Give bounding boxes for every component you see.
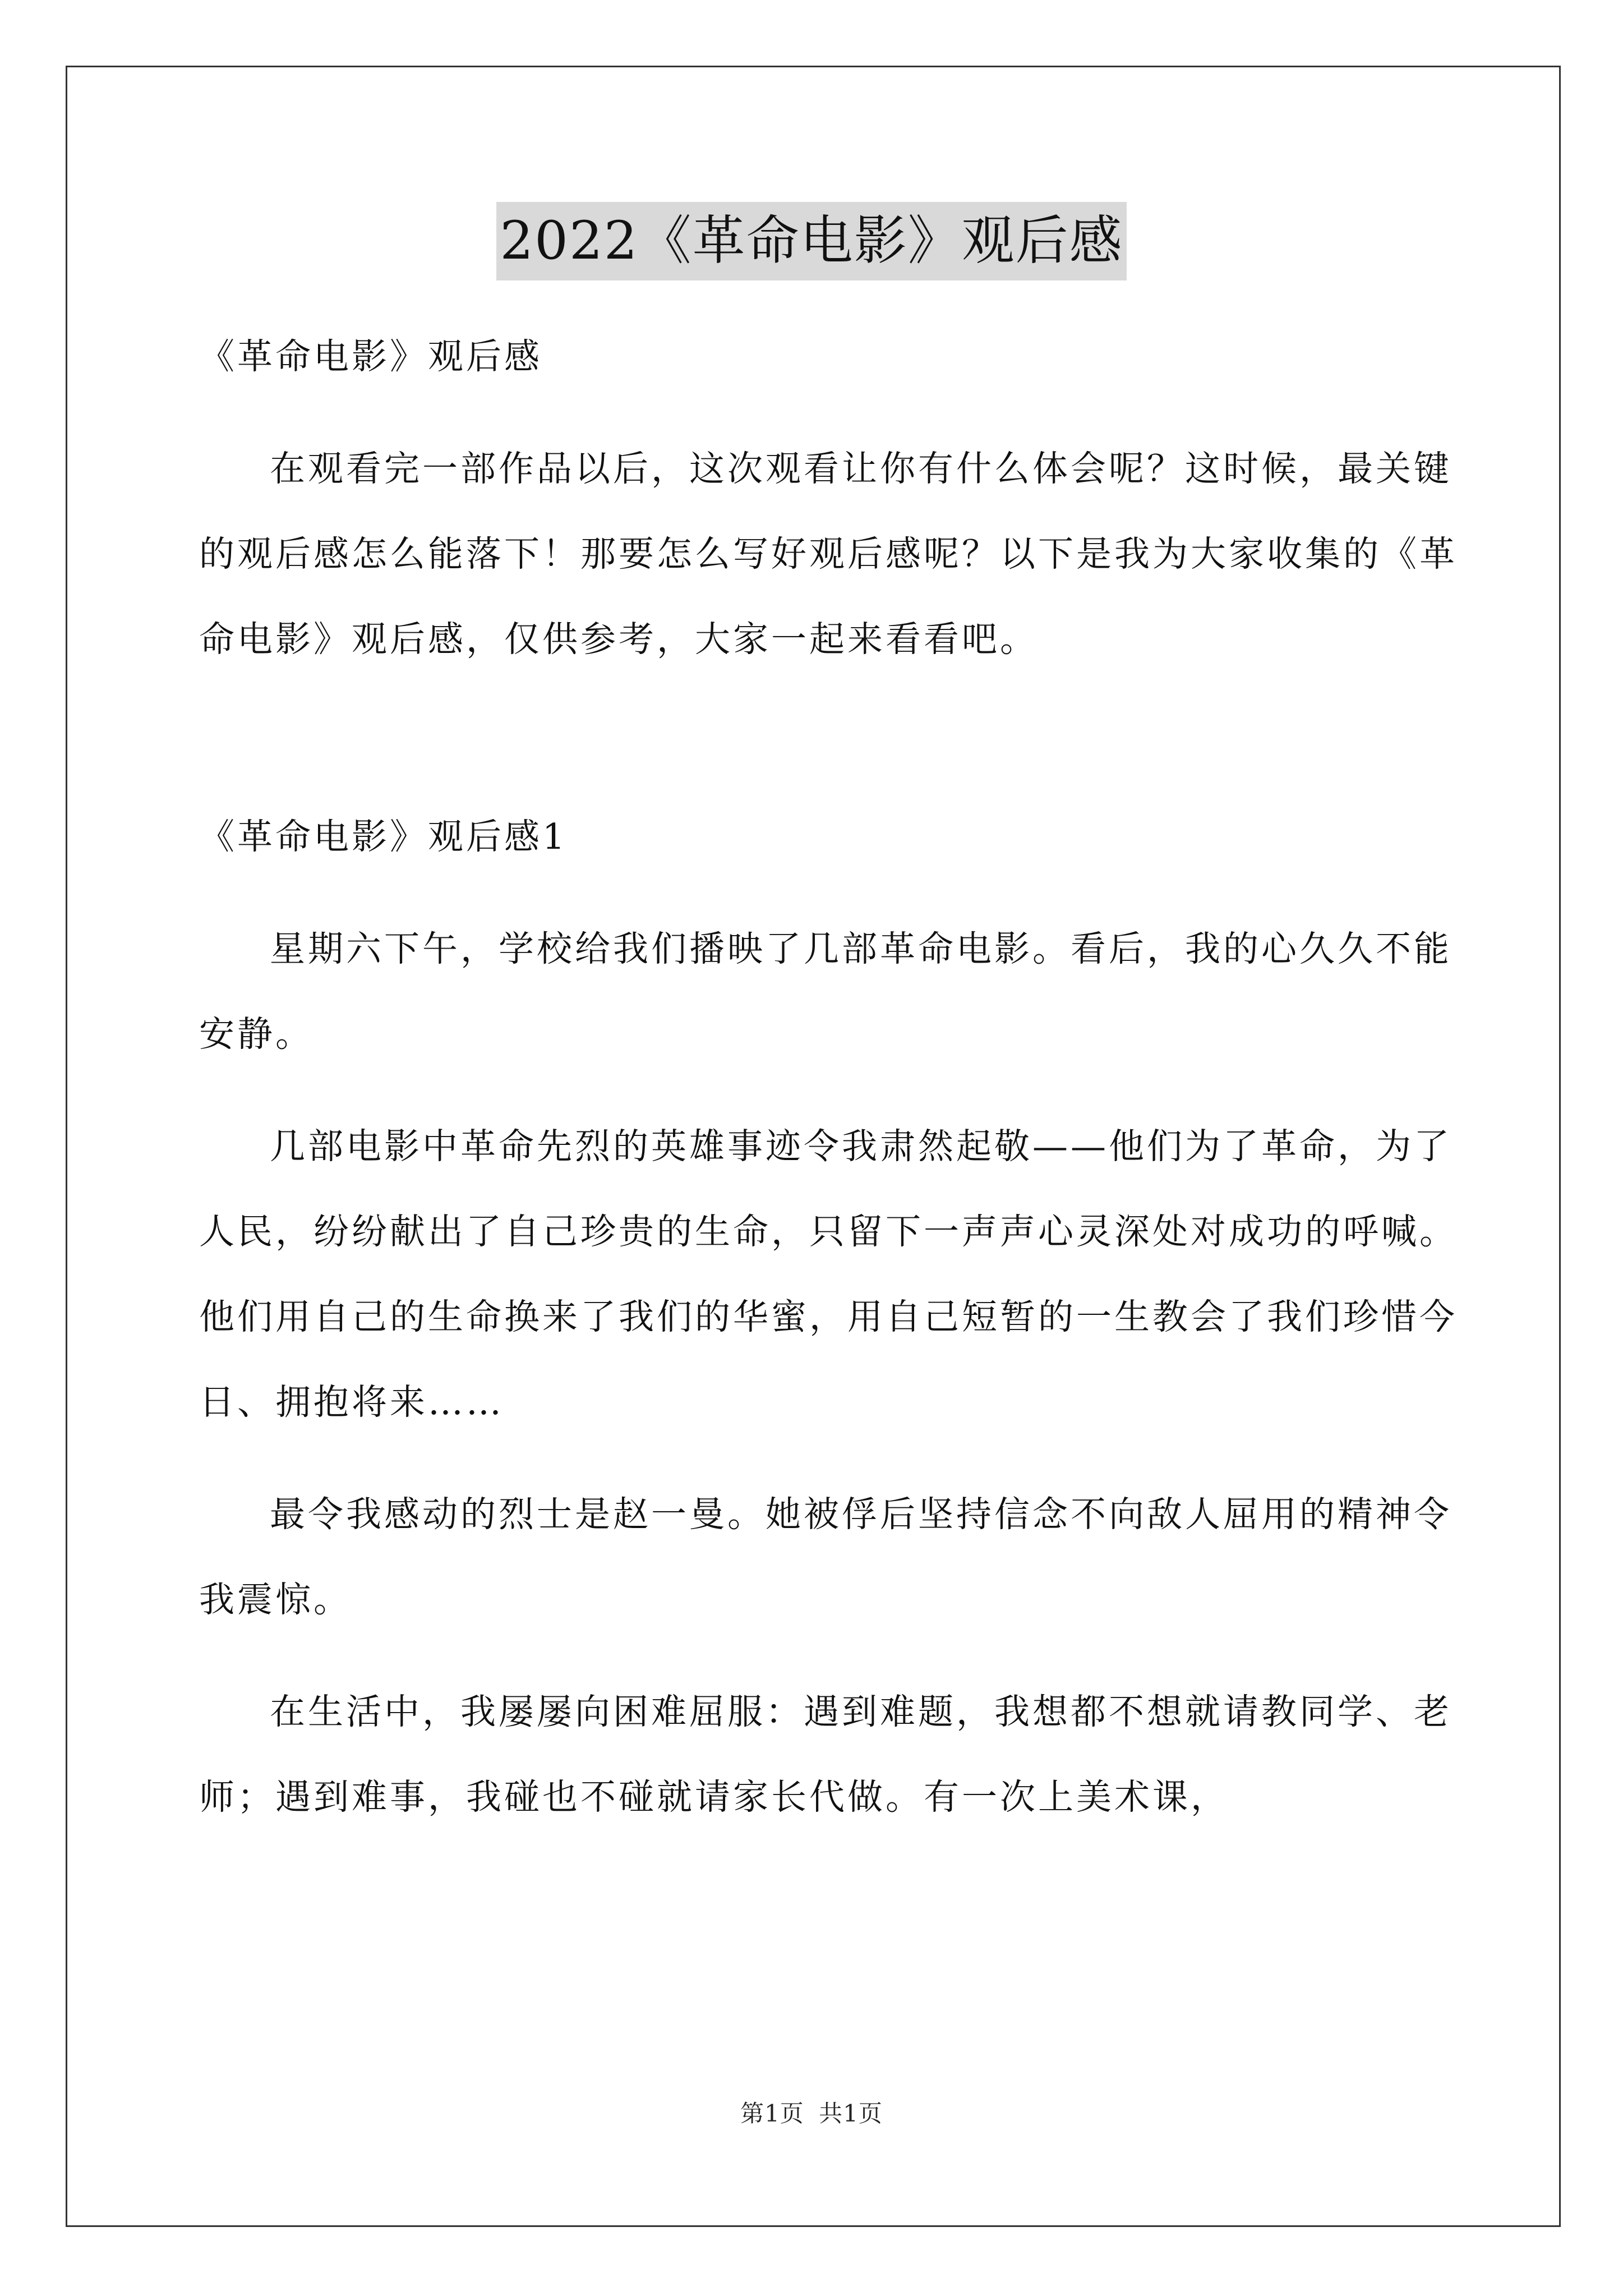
page-number: 第1页 — [740, 2100, 804, 2127]
document-subtitle: 《革命电影》观后感 — [199, 336, 542, 377]
title-container — [0, 202, 1623, 280]
body-paragraph: 星期六下午，学校给我们播映了几部革命电影。看后，我的心久久不能安静。 — [199, 928, 1452, 1055]
body-paragraph: 几部电影中革命先烈的英雄事迹令我肃然起敬——他们为了革命，为了人民，纷纷献出了自己珍贵的生命，只留下一声声心灵深处对成功的呼喊。他们用自己的生命换来了我们的华蜜，用自己短暂的一生教会了我们珍惜今日、拥抱将来…… — [199, 1126, 1458, 1423]
document-title: 2022《革命电影》观后感 — [496, 202, 1126, 280]
document-body — [199, 314, 1467, 1840]
body-paragraph: 最令我感动的烈士是赵一曼。她被俘后坚持信念不向敌人屈用的精神令我震惊。 — [199, 1494, 1452, 1620]
page-total: 共1页 — [819, 2100, 883, 2127]
page-footer — [0, 2095, 1623, 2129]
intro-paragraph: 在观看完一部作品以后，这次观看让你有什么体会呢？这时候，最关键的观后感怎么能落下！那要怎么写好观后感呢？以下是我为大家收集的《革命电影》观后感，仅供参考，大家一起来看看吧。 — [199, 448, 1458, 660]
body-paragraph: 在生活中，我屡屡向困难屈服：遇到难题，我想都不想就请教同学、老师；遇到难事，我碰也不碰就请家长代做。有一次上美术课， — [199, 1691, 1452, 1818]
section-heading: 《革命电影》观后感1 — [199, 816, 568, 857]
